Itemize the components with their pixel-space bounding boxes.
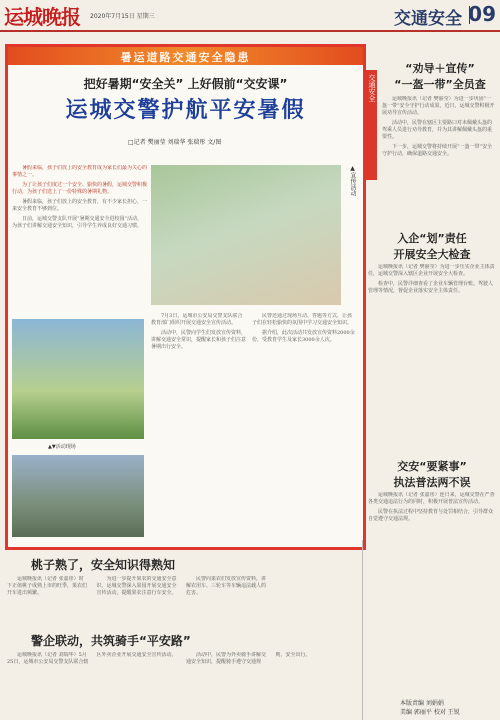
column-divider: [362, 540, 363, 720]
body-paragraph: 运城晚报讯（记者 刘瑞华）5月25日，运城市公安局交警支队联合辖区外卖企业开展交通安全宣传活动。: [7, 652, 177, 665]
right-title-2: 入企“划”责任 开展安全大检查: [393, 232, 471, 261]
feature-banner-text: 暑运道路交通安全隐患: [120, 51, 251, 64]
body-paragraph: 暑假来临，孩子们放上的安全教育，有不少家长担心，一来安全教育不够到位。: [12, 199, 147, 212]
right-title-1: “劝导＋宣传” “一盔一带”全员查: [394, 62, 486, 91]
right-title-3: 交安“要紧事” 执法普法两不误: [393, 460, 471, 489]
main-photo: [151, 165, 341, 305]
page-number: 09: [468, 2, 496, 26]
right-text-1: [382, 96, 496, 236]
body-paragraph: 下一步，运城交警将持续开展“一盔一带”安全守护行动，确保道路交通安全。: [382, 144, 493, 157]
body-paragraph: 7月3日，运城市公安局交警支队联合教育部门组织开展交通安全宣传活动。: [151, 313, 243, 326]
feature-column-3: [252, 313, 356, 539]
right-column: [366, 34, 498, 564]
body-paragraph: 运城晚报讯（记者 张嘉彤）连日来，运城交警在严查各类交通违法行为的同时，积极开展普法宣传活动。: [368, 492, 495, 505]
body-paragraph: 据介绍，此次活动共发放宣传资料2000余份，受教育学生及家长3000余人次。: [252, 330, 355, 343]
body-paragraph: 运城晚报讯（记者 樊丽莹）为进一步巩固“一盔一带”安全守护行动成果，近日，运城交警积极开展劝导宣传活动。: [382, 96, 495, 116]
feature-kicker: 把好暑期“安全关” 上好假前“交安课”: [83, 77, 288, 91]
feature-article: [5, 44, 366, 550]
page-footer: [400, 698, 460, 716]
right-text-2: [368, 264, 496, 464]
event-photo-1: [12, 319, 144, 439]
header-date: 2020年7月15日 星期三: [90, 13, 155, 20]
body-paragraph: 运城晚报讯（记者 张嘉彤）时下正值桃子成熟上市的旺季，果农们开车进出频繁。: [7, 576, 88, 596]
feature-column-2: [151, 313, 246, 539]
body-paragraph: 日前，运城交警支队开展“暑期交通安全进校园”活动，为孩子们讲解交通安全知识，引导学生养成良好交通习惯。: [12, 216, 143, 229]
body-paragraph: 民警向果农们发放宣传资料，讲解农用车、三轮车等车辆违法载人的危害。: [186, 576, 267, 596]
body-paragraph: 为进一步提升果农的交通安全意识，运城交警深入果园开展交通安全宣传活动，提醒果农注意行车安全。: [96, 576, 177, 596]
bottom-title-2: 警企联动，共筑骑手“平安路”: [31, 634, 191, 648]
body-paragraph: 检查中，民警详细查看了企业车辆管理台账、驾驶人管理等情况，督促企业落实安全主体责任。: [368, 281, 494, 294]
page-header: [0, 0, 500, 32]
bottom-text-1: [7, 576, 357, 626]
lead-paragraph: 暑假来临，孩子们放上的安全教育成为家长们最为关心的事情之一。: [12, 165, 147, 178]
main-photo-caption: ▲宣传活动: [349, 165, 356, 196]
body-paragraph: 民警在执法过程中坚持教育与处罚相结合，引导群众自觉遵守交通法规。: [368, 509, 494, 522]
bottom-articles: [5, 548, 360, 720]
newspaper-logo: 运城晚报: [4, 5, 80, 29]
body-paragraph: 运城晚报讯（记者 樊丽莹）为进一步压实企业主体责任，运城交警深入辖区企业开展安全大检查。: [368, 264, 495, 277]
vertical-label: 交通安全: [368, 74, 376, 102]
event-photo-2: [12, 455, 144, 537]
body-paragraph: 活动中，民警在辖区主要路口对未佩戴头盔的驾乘人员进行劝导教育，并为其讲解佩戴头盔的重要性。: [382, 120, 493, 140]
section-title: 交通安全: [394, 9, 462, 29]
bottom-title-1: 桃子熟了，安全知识得熟知: [31, 558, 176, 572]
body-paragraph: 活动中，民警向学生们发放宣传资料，讲解交通安全常识，提醒家长和孩子们注意暑期出行安全。: [151, 330, 246, 350]
event-photo-caption: ▲▼活动现场: [48, 444, 76, 450]
bottom-text-2: [7, 652, 357, 718]
footer-editor: 本版责编 刘娟娟: [400, 700, 444, 707]
right-text-3: [368, 492, 496, 682]
feature-headline: 运城交警护航平安暑假: [65, 98, 306, 123]
body-paragraph: 民警还通过现场互动、答题等方式，让孩子们在轻松愉快的氛围中学习交通安全知识。: [252, 313, 353, 326]
body-paragraph: 活动中，民警为外卖骑手讲解交通安全知识，提醒骑手遵守交通规则，安全出行。: [186, 652, 311, 665]
feature-lead: [12, 165, 147, 313]
footer-editor-2: 美编 郭丽平 校对 王锐: [400, 709, 460, 716]
feature-byline: □记者 樊丽莹 刘瑞华 张瑞彤 文/图: [128, 139, 222, 146]
lead-paragraph: 为了让孩子们度过一个安全、愉快的暑假，运城交警积极行动，为孩子们送上了一份特殊的暑期礼物。: [12, 182, 147, 195]
